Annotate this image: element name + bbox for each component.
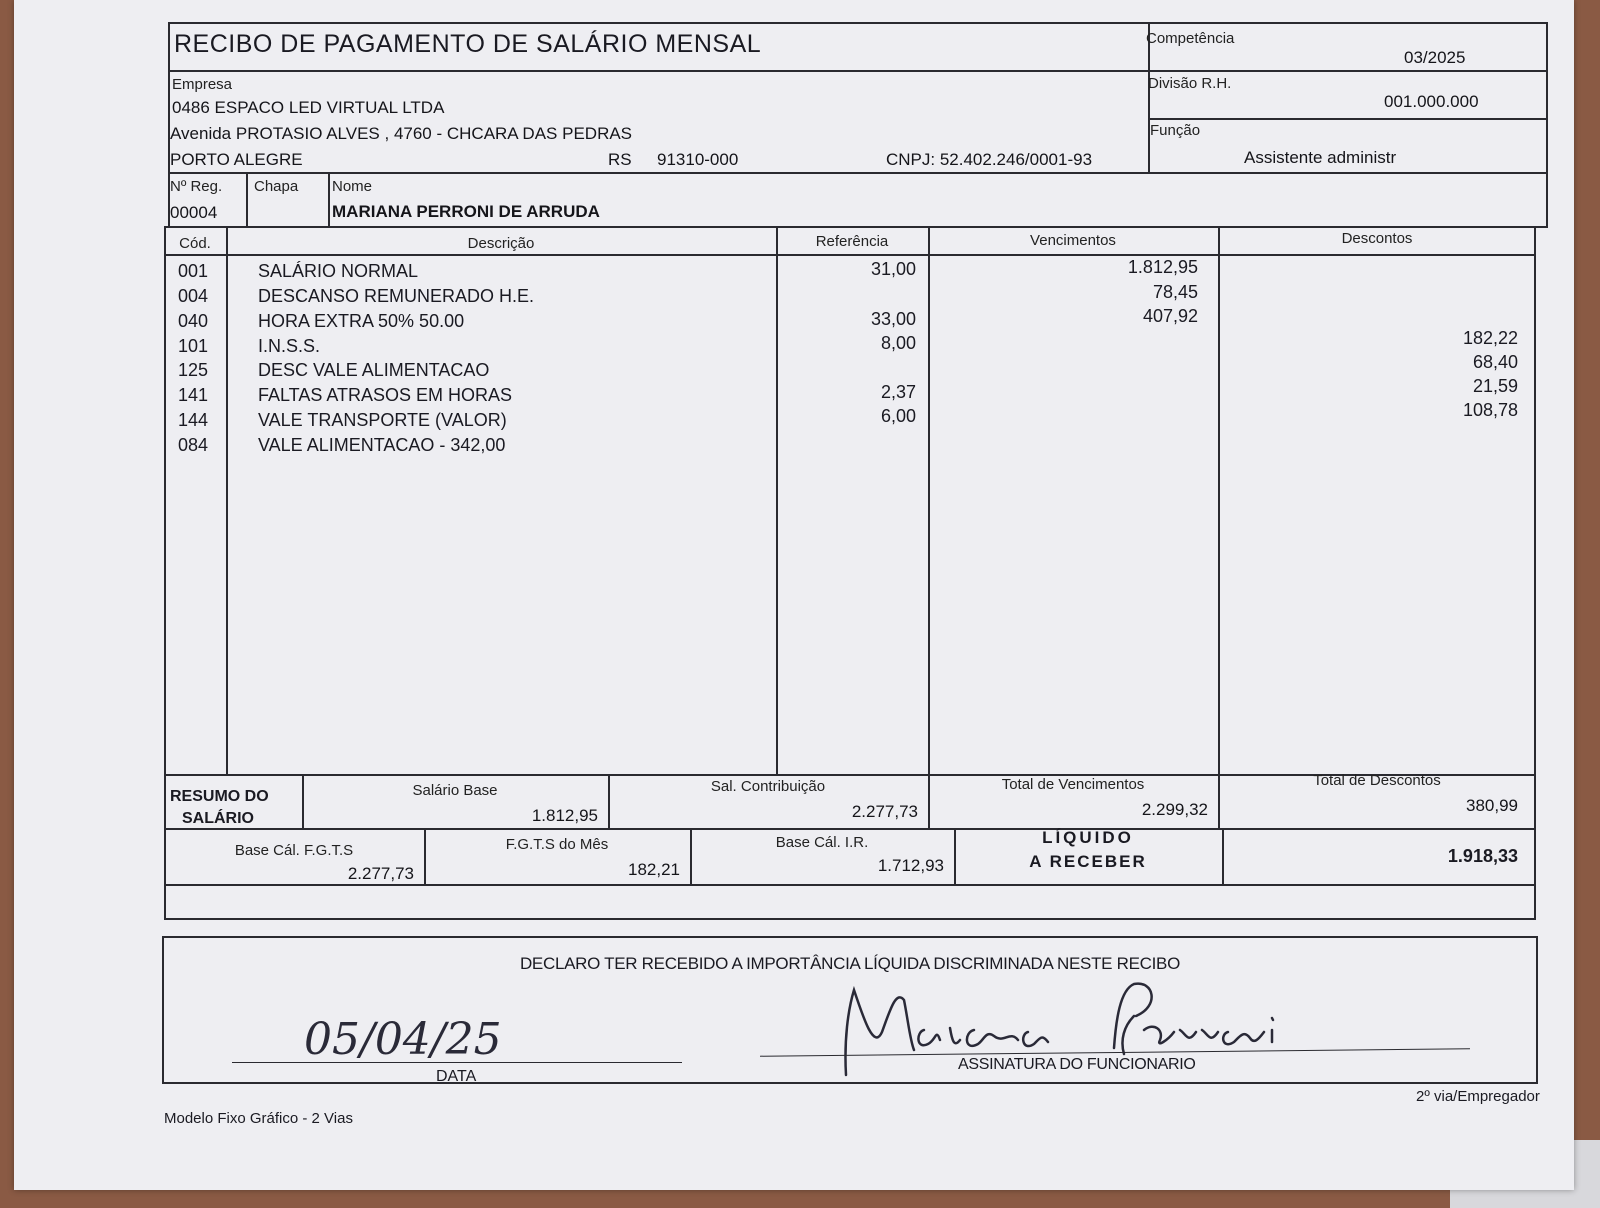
- funcao-label: Função: [1150, 122, 1201, 139]
- footer-left: Modelo Fixo Gráfico - 2 Vias: [164, 1110, 353, 1127]
- table-row-desc: SALÁRIO NORMAL: [258, 261, 419, 281]
- empresa-city: PORTO ALEGRE: [170, 150, 303, 169]
- base-ir-label: Base Cál. I.R.: [775, 834, 869, 851]
- total-vencimentos-value: 2.299,32: [1141, 800, 1208, 819]
- table-row-desc: VALE TRANSPORTE (VALOR): [258, 410, 507, 430]
- receipt-title: RECIBO DE PAGAMENTO DE SALÁRIO MENSAL: [174, 30, 762, 58]
- table-row-cod: 125: [178, 360, 209, 380]
- table-row-ref: 33,00: [870, 309, 916, 329]
- receipt-paper: [14, 0, 1574, 1190]
- footer-right: 2º via/Empregador: [1416, 1088, 1540, 1105]
- base-fgts-value: 2.277,73: [347, 864, 414, 883]
- base-ir-value: 1.712,93: [877, 856, 944, 875]
- table-row-ref: 2,37: [880, 382, 916, 402]
- table-row-cod: 084: [178, 435, 209, 455]
- table-row-desc: DESC VALE ALIMENTACAO: [258, 360, 490, 380]
- header-descontos: Descontos: [1341, 230, 1413, 247]
- total-descontos-label: Total de Descontos: [1313, 772, 1441, 789]
- table-row-desc: HORA EXTRA 50% 50.00: [258, 311, 465, 331]
- table-row-cod: 144: [178, 410, 209, 430]
- declaration-text: DECLARO TER RECEBIDO A IMPORTÂNCIA LÍQUIDA DISCRIMINADA NESTE RECIBO: [519, 954, 1181, 973]
- table-row-venc: 407,92: [1142, 306, 1198, 326]
- fgts-mes-label: F.G.T.S do Mês: [505, 836, 609, 853]
- nome-value: MARIANA PERRONI DE ARRUDA: [332, 202, 600, 221]
- competencia-value: 03/2025: [1404, 48, 1466, 67]
- header-cod: Cód.: [179, 235, 211, 252]
- table-row-descontos: 108,78: [1462, 400, 1518, 420]
- resumo-label-2: SALÁRIO: [182, 810, 254, 827]
- table-row-desc: DESCANSO REMUNERADO H.E.: [258, 286, 535, 306]
- table-row-venc: 1.812,95: [1127, 257, 1198, 277]
- table-row-descontos: 68,40: [1472, 352, 1518, 372]
- reg-label: Nº Reg.: [170, 178, 223, 195]
- sal-contribuicao-value: 2.277,73: [851, 802, 918, 821]
- funcao-value: Assistente administr: [1244, 148, 1397, 167]
- empresa-name: 0486 ESPACO LED VIRTUAL LTDA: [172, 98, 445, 117]
- table-row-cod: 040: [178, 311, 209, 331]
- liquido-value: 1.918,33: [1447, 846, 1518, 866]
- nome-label: Nome: [332, 178, 373, 195]
- table-row-ref: 8,00: [880, 333, 916, 353]
- total-descontos-value: 380,99: [1466, 796, 1518, 815]
- empresa-cnpj: CNPJ: 52.402.246/0001-93: [886, 150, 1093, 169]
- sal-contribuicao-label: Sal. Contribuição: [710, 778, 826, 795]
- table-row-cod: 101: [178, 336, 209, 356]
- table-row-descontos: 182,22: [1462, 328, 1518, 348]
- empresa-address: Avenida PROTASIO ALVES , 4760 - CHCARA DAS PEDRAS: [170, 124, 633, 143]
- liquido-label-2: A RECEBER: [1029, 852, 1147, 871]
- table-row-cod: 004: [178, 286, 209, 306]
- empresa-cep: 91310-000: [657, 150, 739, 169]
- reg-value: 00004: [170, 203, 218, 222]
- table-row-descontos: 21,59: [1472, 376, 1518, 396]
- table-row-desc: I.N.S.S.: [258, 336, 321, 356]
- table-row-desc: VALE ALIMENTACAO - 342,00: [258, 435, 506, 455]
- divisao-value: 001.000.000: [1384, 92, 1479, 111]
- fgts-mes-value: 182,21: [628, 860, 680, 879]
- salario-base-label: Salário Base: [412, 782, 498, 799]
- handwritten-date: 05/04/25: [304, 1014, 502, 1065]
- competencia-label: Competência: [1146, 30, 1235, 47]
- table-row-cod: 141: [178, 385, 209, 405]
- table-row-ref: 6,00: [880, 406, 916, 426]
- table-row-desc: FALTAS ATRASOS EM HORAS: [258, 385, 513, 405]
- table-row-cod: 001: [178, 261, 209, 281]
- header-referencia: Referência: [815, 233, 889, 250]
- signature-label: ASSINATURA DO FUNCIONARIO: [958, 1056, 1196, 1073]
- chapa-label: Chapa: [254, 178, 299, 195]
- liquido-label-1: LÍQUIDO: [1042, 828, 1134, 847]
- resumo-label-1: RESUMO DO: [170, 788, 269, 805]
- header-vencimentos: Vencimentos: [1030, 232, 1116, 249]
- table-row-venc: 78,45: [1152, 282, 1198, 302]
- table-row-ref: 31,00: [870, 259, 916, 279]
- total-vencimentos-label: Total de Vencimentos: [1001, 776, 1145, 793]
- salario-base-value: 1.812,95: [531, 806, 598, 825]
- blank-row: [164, 884, 1536, 920]
- empresa-state: RS: [608, 150, 632, 169]
- date-label: DATA: [436, 1068, 477, 1085]
- header-descricao: Descrição: [467, 235, 535, 252]
- divisao-label: Divisão R.H.: [1148, 75, 1232, 92]
- empresa-label: Empresa: [172, 76, 233, 93]
- base-fgts-label: Base Cál. F.G.T.S: [234, 842, 354, 859]
